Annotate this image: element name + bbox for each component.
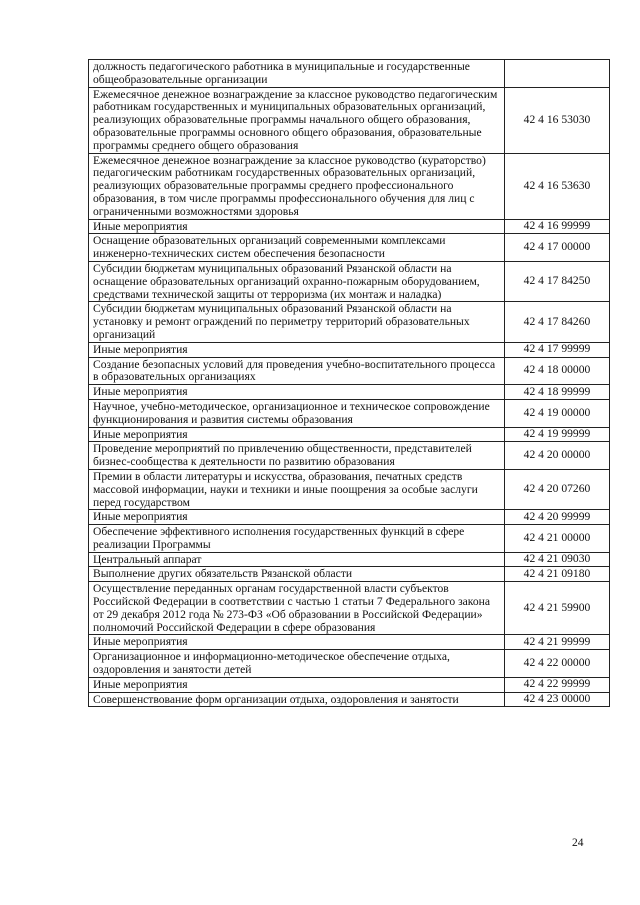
table-row	[89, 357, 610, 385]
table-row	[89, 219, 610, 234]
row-name-cell: Иные мероприятия	[89, 510, 505, 525]
table-row	[89, 525, 610, 553]
table-row	[89, 567, 610, 582]
table-row	[89, 650, 610, 678]
row-name-cell: Ежемесячное денежное вознаграждение за классное руководство (кураторство) педагогическим работникам государственных образовательных организаций, реализующих образовательные программы среднего профессионального образования, в том числе программы профессионального обучения для лиц с ограниченными возможностями здоровья	[89, 153, 505, 219]
row-name-cell: Субсидии бюджетам муниципальных образований Рязанской области на оснащение образовательных организаций охранно-пожарным оборудованием, средствами технической защиты от терроризма (их монтаж и наладка)	[89, 261, 505, 301]
row-code-cell: 42 4 20 00000	[505, 442, 610, 470]
row-code-cell: 42 4 17 99999	[505, 342, 610, 357]
row-code-cell: 42 4 19 99999	[505, 427, 610, 442]
row-code-cell: 42 4 21 09180	[505, 567, 610, 582]
row-code-cell: 42 4 16 53030	[505, 87, 610, 153]
table-row	[89, 153, 610, 219]
row-name-cell: Центральный аппарат	[89, 552, 505, 567]
row-code-cell	[505, 60, 610, 88]
row-code-cell: 42 4 20 99999	[505, 510, 610, 525]
table-row	[89, 399, 610, 427]
row-name-cell: Субсидии бюджетам муниципальных образований Рязанской области на установку и ремонт ограждений по периметру территорий образовательных организаций	[89, 302, 505, 342]
row-code-cell: 42 4 18 99999	[505, 385, 610, 400]
row-code-cell: 42 4 22 00000	[505, 650, 610, 678]
row-name-cell: Ежемесячное денежное вознаграждение за классное руководство педагогическим работникам государственных и муниципальных образовательных организаций, реализующих образовательные программы начального общего образования, образовательные программы основного общего образования, образовательные программы среднего общего образования	[89, 87, 505, 153]
row-code-cell: 42 4 19 00000	[505, 399, 610, 427]
table-row	[89, 87, 610, 153]
table-row	[89, 342, 610, 357]
row-name-cell: Создание безопасных условий для проведения учебно-воспитательного процесса в образовательных организациях	[89, 357, 505, 385]
row-name-cell: Научное, учебно-методическое, организационное и техническое сопровождение функционирования и развития системы образования	[89, 399, 505, 427]
row-name-cell: Иные мероприятия	[89, 427, 505, 442]
row-name-cell: Премии в области литературы и искусства, образования, печатных средств массовой информации, науки и техники и иные поощрения за особые заслуги перед государством	[89, 469, 505, 509]
table-row	[89, 510, 610, 525]
table-row	[89, 302, 610, 342]
row-name-cell: Совершенствование форм организации отдыха, оздоровления и занятости	[89, 692, 505, 707]
row-code-cell: 42 4 16 99999	[505, 219, 610, 234]
table-row	[89, 427, 610, 442]
row-name-cell: Иные мероприятия	[89, 635, 505, 650]
table-row	[89, 469, 610, 509]
budget-classification-table	[88, 59, 610, 707]
row-code-cell: 42 4 21 00000	[505, 525, 610, 553]
table-row	[89, 677, 610, 692]
row-name-cell: Иные мероприятия	[89, 677, 505, 692]
table-row	[89, 60, 610, 88]
row-code-cell: 42 4 17 84260	[505, 302, 610, 342]
row-code-cell: 42 4 17 84250	[505, 261, 610, 301]
row-code-cell: 42 4 21 99999	[505, 635, 610, 650]
row-code-cell: 42 4 17 00000	[505, 234, 610, 262]
row-name-cell: Организационное и информационно-методическое обеспечение отдыха, оздоровления и занятости детей	[89, 650, 505, 678]
table-row	[89, 261, 610, 301]
row-name-cell: Иные мероприятия	[89, 385, 505, 400]
row-name-cell: Выполнение других обязательств Рязанской области	[89, 567, 505, 582]
table-row	[89, 635, 610, 650]
row-name-cell: Оснащение образовательных организаций современными комплексами инженерно-технических систем обеспечения безопасности	[89, 234, 505, 262]
row-name-cell: Осуществление переданных органам государственной власти субъектов Российской Федерации в соответствии с частью 1 статьи 7 Федерального закона от 29 декабря 2012 года № 273-ФЗ «Об образовании в Российской Федерации» полномочий Российской Федерации в сфере образования	[89, 582, 505, 635]
row-name-cell: Иные мероприятия	[89, 342, 505, 357]
row-name-cell: Иные мероприятия	[89, 219, 505, 234]
row-name-cell: Обеспечение эффективного исполнения государственных функций в сфере реализации Программы	[89, 525, 505, 553]
row-code-cell: 42 4 20 07260	[505, 469, 610, 509]
row-code-cell: 42 4 22 99999	[505, 677, 610, 692]
row-code-cell: 42 4 18 00000	[505, 357, 610, 385]
row-code-cell: 42 4 23 00000	[505, 692, 610, 707]
table-row	[89, 552, 610, 567]
table-row	[89, 692, 610, 707]
table-row	[89, 442, 610, 470]
row-code-cell: 42 4 16 53630	[505, 153, 610, 219]
table-row	[89, 582, 610, 635]
row-name-cell: должность педагогического работника в муниципальные и государственные общеобразовательные организации	[89, 60, 505, 88]
table-row	[89, 234, 610, 262]
row-code-cell: 42 4 21 09030	[505, 552, 610, 567]
row-code-cell: 42 4 21 59900	[505, 582, 610, 635]
row-name-cell: Проведение мероприятий по привлечению общественности, представителей бизнес-сообщества к деятельности по развитию образования	[89, 442, 505, 470]
page-number: 24	[572, 837, 584, 849]
table-row	[89, 385, 610, 400]
